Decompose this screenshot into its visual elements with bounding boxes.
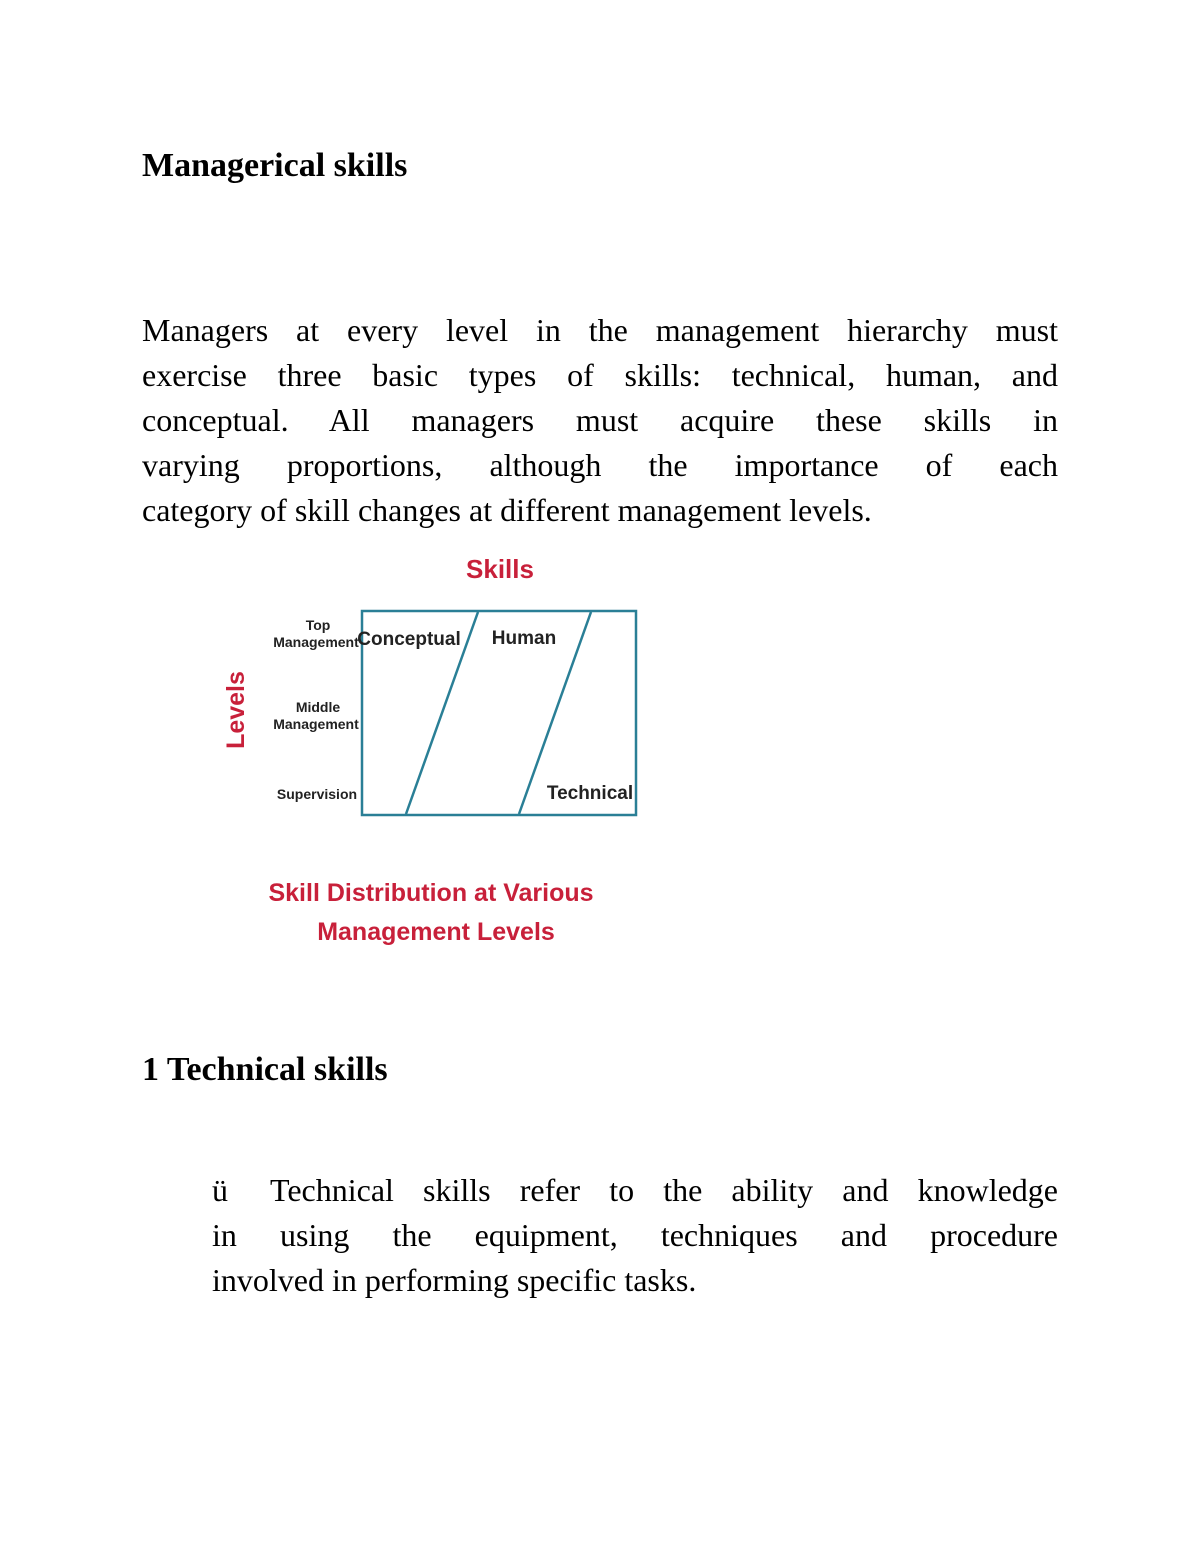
bullet-line: in using the equipment, techniques and procedure: [212, 1217, 1058, 1253]
level-top-line2: Management: [273, 634, 359, 650]
intro-line: conceptual. All managers must acquire these skills in: [142, 402, 1058, 438]
bullet-marker: ü: [212, 1172, 228, 1208]
intro-line: exercise three basic types of skills: technical, human, and: [142, 357, 1058, 393]
bullet-line: [212, 1168, 1058, 1213]
skill-distribution-diagram: [200, 548, 670, 958]
level-middle-line2: Management: [273, 716, 359, 732]
diagram-caption-line1: Skill Distribution at Various: [268, 879, 594, 907]
diagram-title: Skills: [466, 554, 534, 584]
levels-axis-label: Levels: [222, 671, 250, 749]
intro-paragraph: [142, 308, 1058, 533]
region-human: Human: [491, 628, 557, 649]
level-supervision: Supervision: [276, 786, 358, 802]
intro-line: Managers at every level in the management hierarchy must: [142, 312, 1058, 348]
region-conceptual: Conceptual: [357, 629, 461, 650]
level-middle-line1: Middle: [295, 699, 341, 715]
region-technical: Technical: [546, 783, 634, 804]
level-top-line1: Top: [305, 617, 331, 633]
intro-line: varying proportions, although the importance of each: [142, 447, 1058, 483]
diagram-svg: [200, 548, 670, 958]
bullet-text: Technical skills refer to the ability and knowledge: [270, 1172, 1058, 1208]
section-heading: 1 Technical skills: [142, 1051, 388, 1088]
bullet-line: involved in performing specific tasks.: [212, 1262, 697, 1298]
intro-line: category of skill changes at different management levels.: [142, 492, 872, 528]
page-title: Managerical skills: [142, 147, 408, 184]
bullet-item: [212, 1168, 1058, 1303]
diagram-caption-line2: Management Levels: [317, 918, 555, 946]
